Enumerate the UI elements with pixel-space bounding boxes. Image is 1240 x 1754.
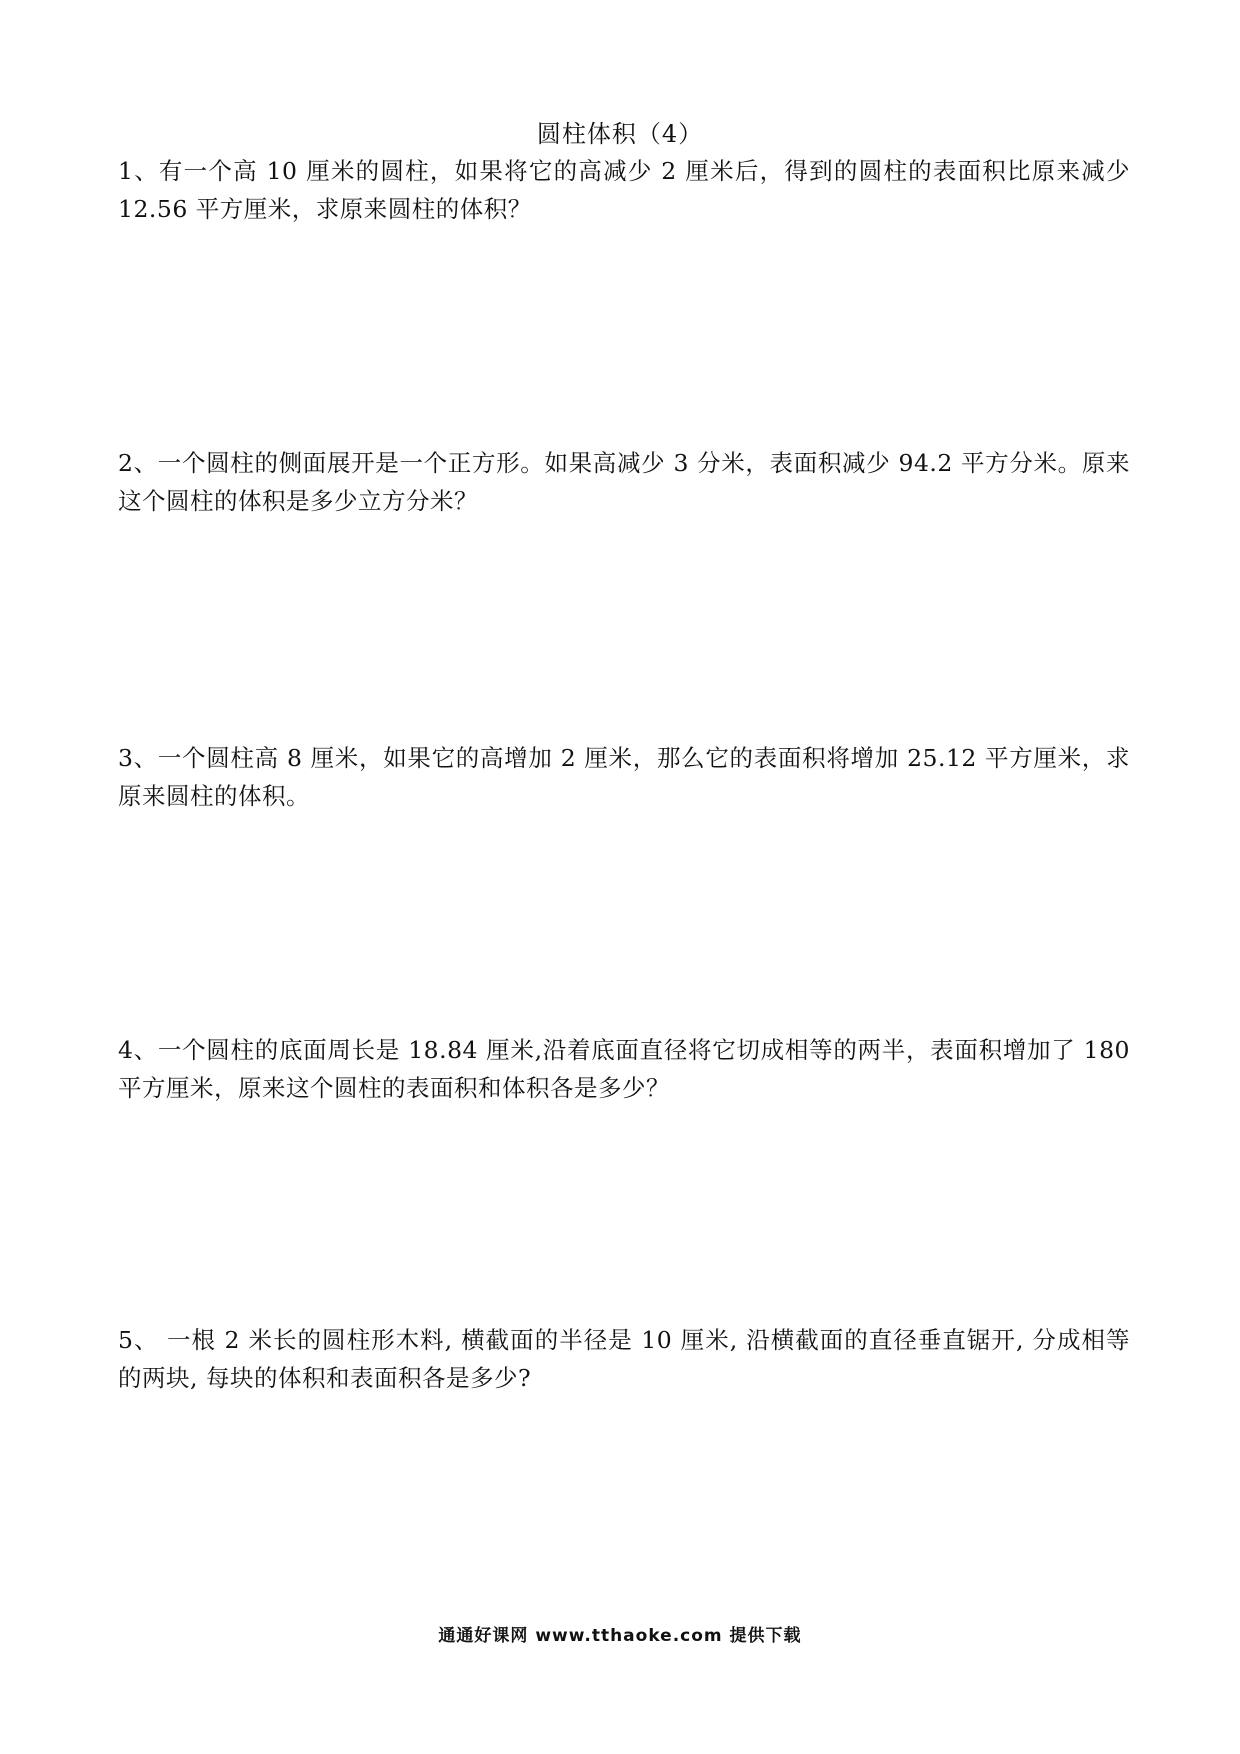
- question-1: 1、有一个高 10 厘米的圆柱，如果将它的高减少 2 厘米后，得到的圆柱的表面积比原来减少 12.56 平方厘米，求原来圆柱的体积？: [118, 157, 1130, 223]
- question-3: 3、一个圆柱高 8 厘米，如果它的高增加 2 厘米，那么它的表面积将增加 25.12 平方厘米，求原来圆柱的体积。: [118, 744, 1130, 810]
- question-5: 5、 一根 2 米长的圆柱形木料, 横截面的半径是 10 厘米, 沿横截面的直径垂直锯开, 分成相等的两块, 每块的体积和表面积各是多少?: [118, 1326, 1130, 1392]
- question-4: 4、一个圆柱的底面周长是 18.84 厘米,沿着底面直径将它切成相等的两半，表面积增加了 180 平方厘米，原来这个圆柱的表面积和体积各是多少？: [118, 1036, 1130, 1102]
- question-2: 2、一个圆柱的侧面展开是一个正方形。如果高减少 3 分米，表面积减少 94.2 平方分米。原来这个圆柱的体积是多少立方分米？: [118, 449, 1130, 515]
- worksheet-title: 圆柱体积（4）: [536, 120, 704, 148]
- footer-credit: 通通好课网 www.tthaoke.com 提供下载: [438, 1626, 802, 1646]
